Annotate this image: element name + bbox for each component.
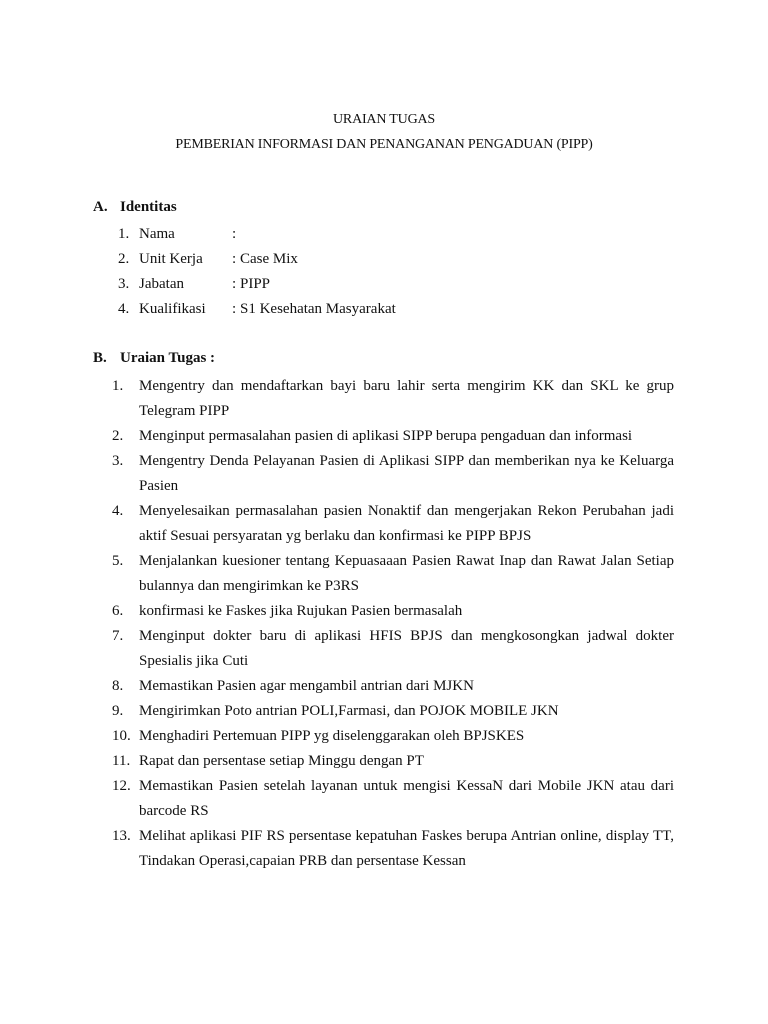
task-number: 10. [112,728,131,744]
task-number: 12. [112,778,131,794]
task-text: Mengentry dan mendaftarkan bayi baru lahir serta mengirim KK dan SKL ke grup Telegram PIPP [139,378,674,419]
identity-row-jabatan [118,274,270,294]
task-number: 13. [112,828,131,844]
task-text: Menyelesaikan permasalahan pasien Nonaktif dan mengerjakan Rekon Perubahan jadi aktif Sesuai persyaratan yg berlaku dan konfirmasi ke PIPP BPJS [139,503,674,544]
task-item [112,499,674,549]
identity-row-unit-kerja [118,249,298,269]
task-item [112,724,674,749]
section-a-letter: A. [93,199,108,215]
task-text: Menginput permasalahan pasien di aplikasi SIPP berupa pengaduan dan informasi [139,428,633,444]
task-item [112,449,674,499]
identity-row-nama [118,224,240,244]
task-item [112,374,674,424]
identity-row-label: Jabatan [139,276,184,292]
identity-row-number: 3. [118,276,130,292]
identity-row-value: S1 Kesehatan Masyarakat [240,301,396,317]
section-b-heading [93,350,215,367]
identity-row-colon: : [232,251,237,267]
task-text: Mengentry Denda Pelayanan Pasien di Aplikasi SIPP dan memberikan nya ke Keluarga Pasien [139,453,674,494]
task-text: Melihat aplikasi PIF RS persentase kepatuhan Faskes berupa Antrian online, display TT, Tindakan Operasi,capaian PRB dan persentase Kessan [139,828,674,869]
task-number: 8. [112,678,124,694]
identity-row-number: 1. [118,226,130,242]
task-text: Menghadiri Pertemuan PIPP yg diselenggarakan oleh BPJSKES [139,728,525,744]
task-number: 6. [112,603,124,619]
task-number: 3. [112,453,124,469]
task-number: 5. [112,553,124,569]
identity-row-value: Case Mix [240,251,298,267]
task-number: 11. [112,753,131,769]
task-item [112,749,674,774]
task-number: 7. [112,628,124,644]
section-a-heading [93,199,177,216]
task-number: 4. [112,503,124,519]
task-text: Rapat dan persentase setiap Minggu dengan PT [139,753,424,769]
task-item [112,624,674,674]
identity-row-colon: : [232,276,237,292]
task-number: 9. [112,703,124,719]
document-subtitle: PEMBERIAN INFORMASI DAN PENANGANAN PENGADUAN (PIPP) [175,137,593,152]
task-text: Mengirimkan Poto antrian POLI,Farmasi, dan POJOK MOBILE JKN [139,703,559,719]
task-item [112,424,674,449]
task-text: Memastikan Pasien agar mengambil antrian dari MJKN [139,678,474,694]
section-b-title: Uraian Tugas : [120,350,216,366]
task-item [112,774,674,824]
identity-row-label: Nama [139,226,175,242]
task-item [112,599,674,624]
identity-row-label: Unit Kerja [139,251,203,267]
identity-row-label: Kualifikasi [139,301,206,317]
task-text: konfirmasi ke Faskes jika Rujukan Pasien bermasalah [139,603,463,619]
section-a-title: Identitas [120,199,177,215]
identity-row-number: 4. [118,301,130,317]
task-item [112,549,674,599]
task-number: 1. [112,378,124,394]
task-item [112,674,674,699]
task-item [112,699,674,724]
identity-row-kualifikasi [118,299,396,319]
identity-row-colon: : [232,301,237,317]
task-list [112,374,674,874]
task-number: 2. [112,428,124,444]
identity-row-colon: : [232,226,237,242]
section-b-letter: B. [93,350,107,366]
identity-row-value: PIPP [240,276,271,292]
task-text: Memastikan Pasien setelah layanan untuk mengisi KessaN dari Mobile JKN atau dari barcode RS [139,778,674,819]
document-title: URAIAN TUGAS [333,112,435,127]
task-text: Menjalankan kuesioner tentang Kepuasaaan Pasien Rawat Inap dan Rawat Jalan Setiap bulannya dan mengirimkan ke P3RS [139,553,674,594]
identity-row-number: 2. [118,251,130,267]
task-text: Menginput dokter baru di aplikasi HFIS BPJS dan mengkosongkan jadwal dokter Spesialis jika Cuti [139,628,674,669]
task-item [112,824,674,874]
